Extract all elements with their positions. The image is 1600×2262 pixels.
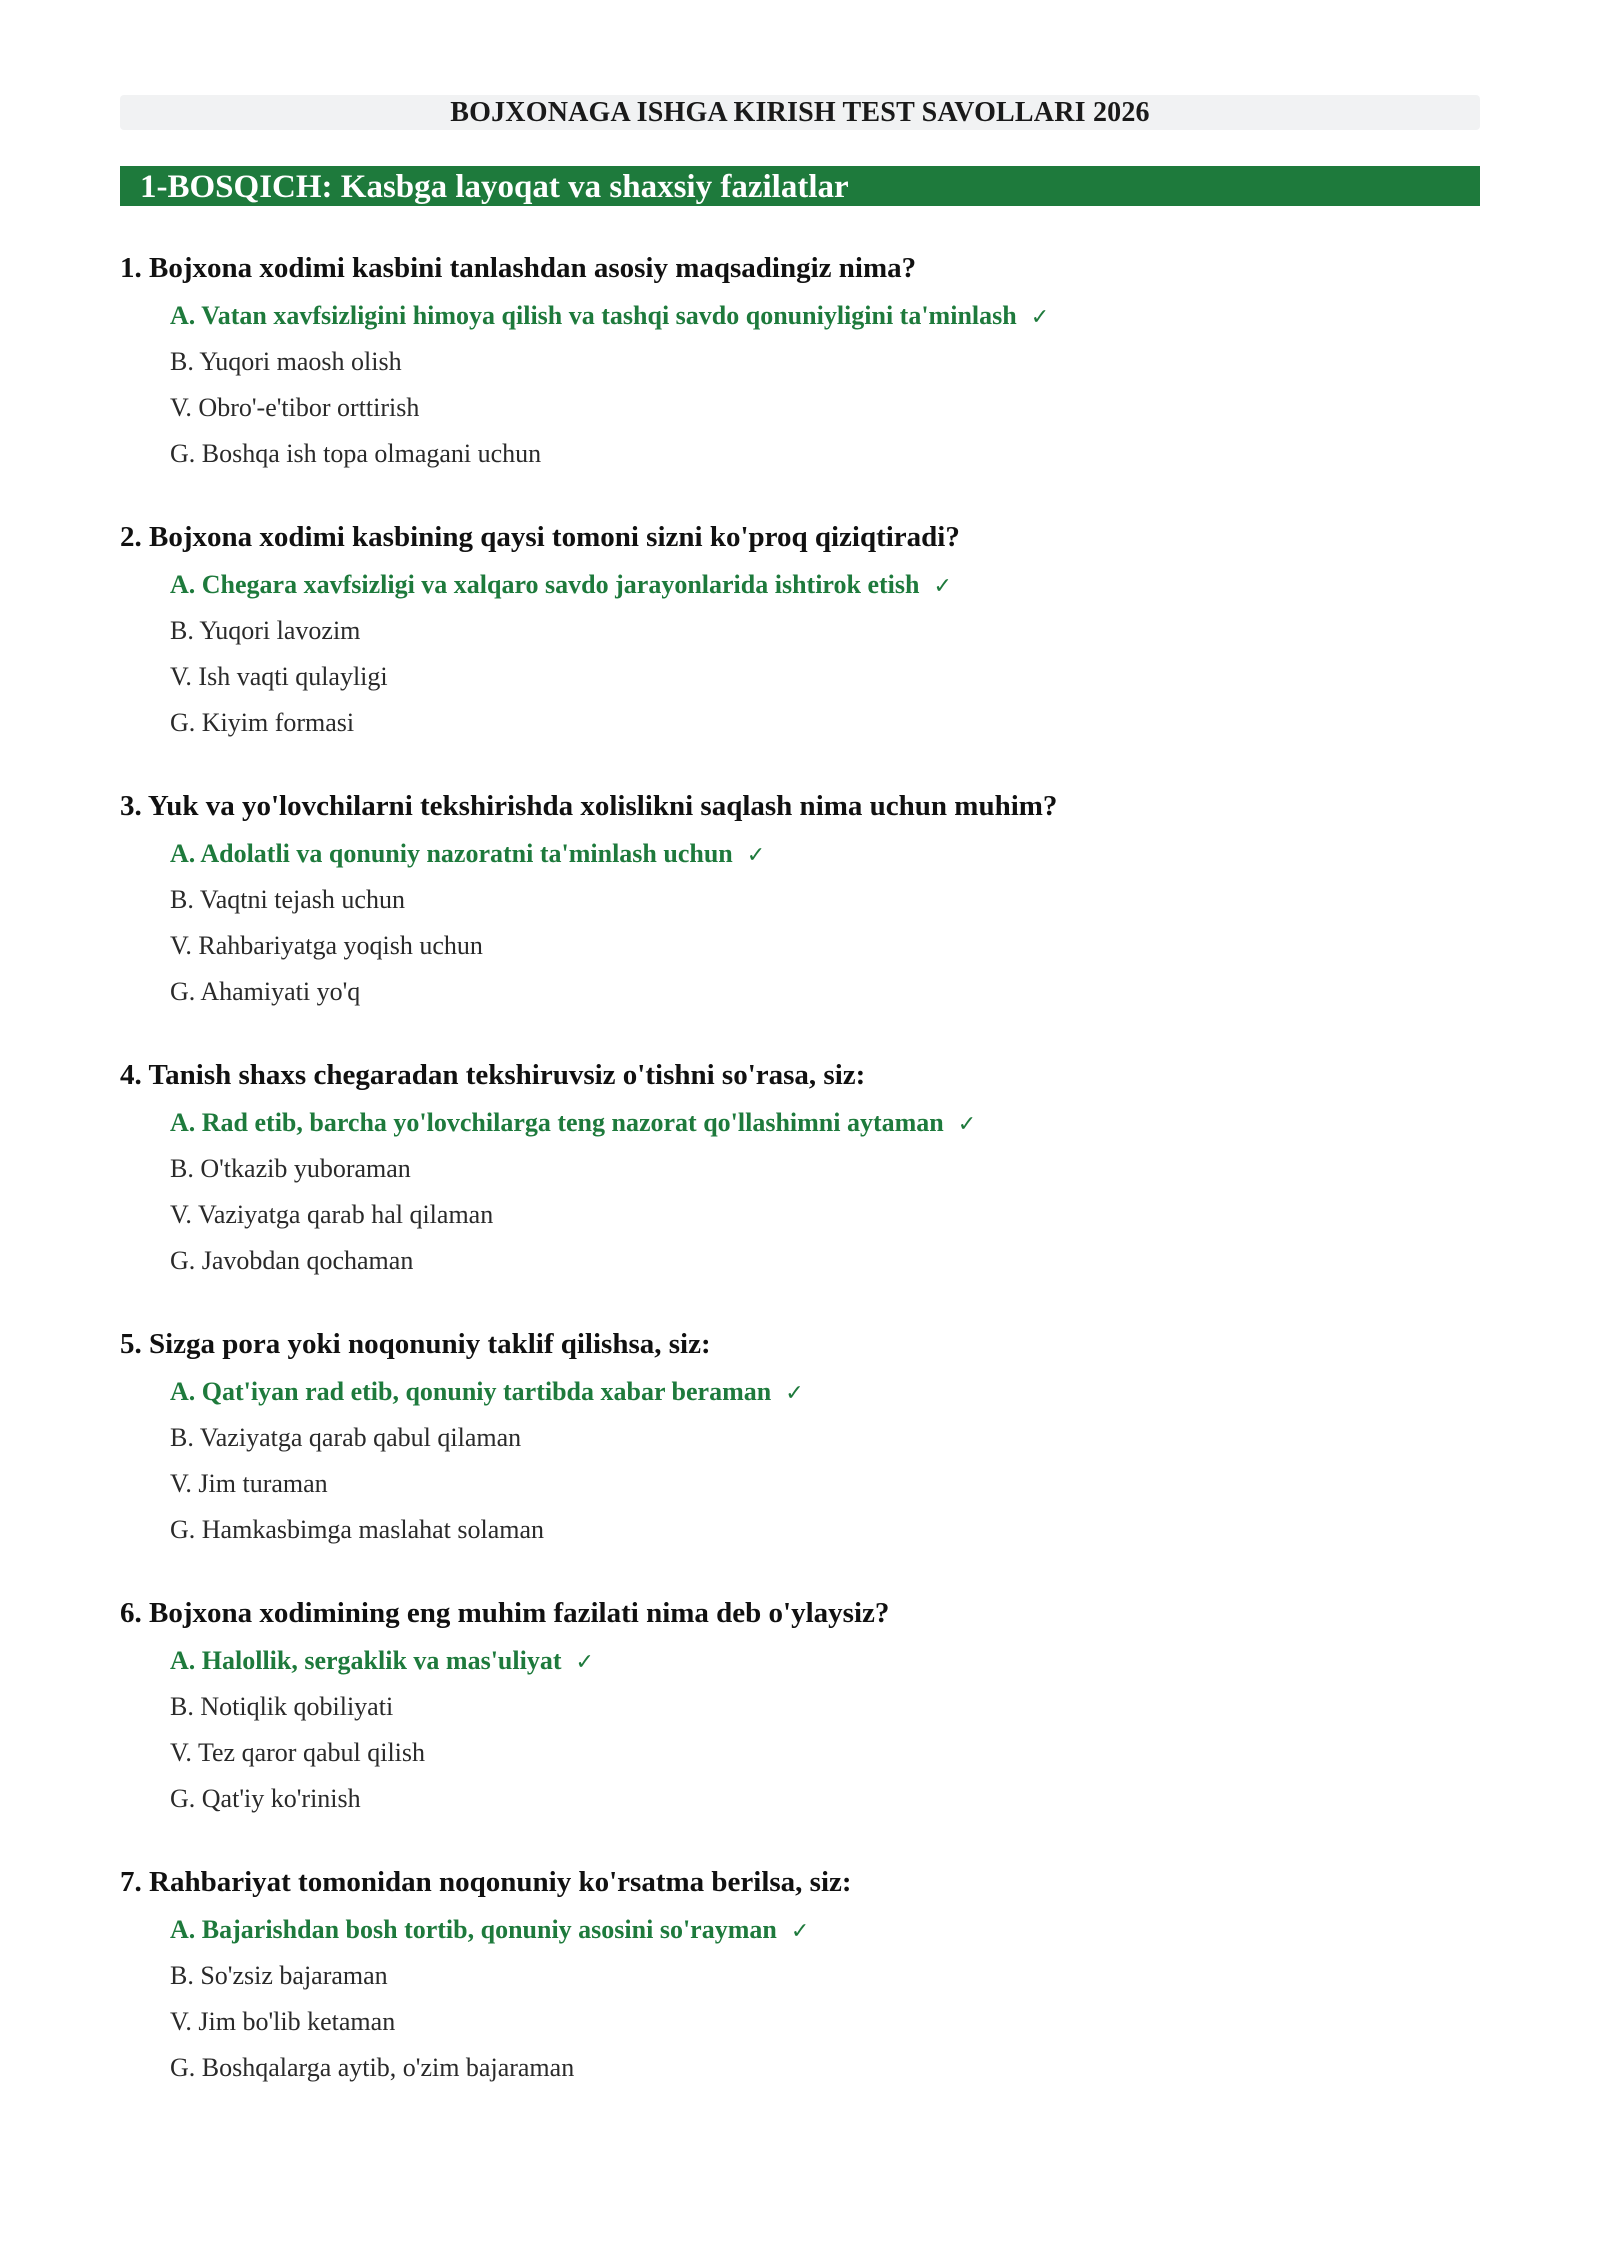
option-label: A. Chegara xavfsizligi va xalqaro savdo jarayonlarida ishtirok etish <box>170 570 920 599</box>
option-v: V. Tez qaror qabul qilish <box>170 1738 426 1767</box>
option-v: V. Rahbariyatga yoqish uchun <box>170 931 483 960</box>
option-b: B. Vaqtni tejash uchun <box>170 885 405 914</box>
question-1 <box>120 250 1480 519</box>
question-text: 2. Bojxona xodimi kasbining qaysi tomoni sizni ko'proq qiziqtiradi? <box>120 521 960 553</box>
option-v: V. Ish vaqti qulayligi <box>170 662 388 691</box>
section-heading: 1-BOSQICH: Kasbga layoqat va shaxsiy fazilatlar <box>120 166 1480 206</box>
check-icon: ✓ <box>790 1919 810 1944</box>
option-label: A. Halollik, sergaklik va mas'uliyat <box>170 1646 562 1675</box>
option-b: B. So'zsiz bajaraman <box>170 1961 388 1990</box>
option-g: G. Javobdan qochaman <box>170 1246 414 1275</box>
option-label: A. Vatan xavfsizligini himoya qilish va tashqi savdo qonuniyligini ta'minlash <box>170 301 1017 330</box>
check-icon: ✓ <box>785 1381 804 1406</box>
option-g: G. Hamkasbimga maslahat solaman <box>170 1515 545 1544</box>
question-text: 7. Rahbariyat tomonidan noqonuniy ko'rsatma berilsa, siz: <box>120 1866 852 1898</box>
option-a-correct <box>170 1107 1480 1153</box>
question-5 <box>120 1326 1480 1595</box>
option-label: A. Bajarishdan bosh tortib, qonuniy asosini so'rayman <box>170 1915 777 1944</box>
option-a-correct <box>170 1645 1480 1691</box>
option-b: B. Notiqlik qobiliyati <box>170 1692 394 1721</box>
option-b: B. Yuqori lavozim <box>170 616 361 645</box>
option-b: B. Vaziyatga qarab qabul qilaman <box>170 1423 522 1452</box>
option-label: A. Qat'iyan rad etib, qonuniy tartibda xabar beraman <box>170 1377 772 1406</box>
option-g: G. Boshqalarga aytib, o'zim bajaraman <box>170 2053 575 2082</box>
check-icon: ✓ <box>575 1650 594 1675</box>
question-text: 4. Tanish shaxs chegaradan tekshiruvsiz o'tishni so'rasa, siz: <box>120 1059 866 1091</box>
option-g: G. Ahamiyati yo'q <box>170 977 361 1006</box>
option-label: A. Rad etib, barcha yo'lovchilarga teng nazorat qo'llashimni aytaman <box>170 1108 944 1137</box>
option-a-correct <box>170 569 1480 615</box>
option-a-correct <box>170 1914 1480 1960</box>
option-v: V. Jim bo'lib ketaman <box>170 2007 396 2036</box>
option-a-correct <box>170 1376 1480 1422</box>
check-icon: ✓ <box>957 1112 977 1137</box>
option-g: G. Qat'iy ko'rinish <box>170 1784 361 1813</box>
question-4 <box>120 1057 1480 1326</box>
option-v: V. Vaziyatga qarab hal qilaman <box>170 1200 494 1229</box>
option-label: A. Adolatli va qonuniy nazoratni ta'minlash uchun <box>170 839 733 868</box>
option-v: V. Obro'-e'tibor orttirish <box>170 393 420 422</box>
check-icon: ✓ <box>1030 305 1050 330</box>
question-3 <box>120 788 1480 1057</box>
option-b: B. Yuqori maosh olish <box>170 347 402 376</box>
option-g: G. Kiyim formasi <box>170 708 355 737</box>
question-text: 3. Yuk va yo'lovchilarni tekshirishda xolislikni saqlash nima uchun muhim? <box>120 790 1058 822</box>
option-v: V. Jim turaman <box>170 1469 328 1498</box>
check-icon: ✓ <box>933 574 952 599</box>
option-b: B. O'tkazib yuboraman <box>170 1154 411 1183</box>
question-text: 6. Bojxona xodimining eng muhim fazilati nima deb o'ylaysiz? <box>120 1597 890 1629</box>
question-text: 1. Bojxona xodimi kasbini tanlashdan asosiy maqsadingiz nima? <box>120 252 917 284</box>
document-title: BOJXONAGA ISHGA KIRISH TEST SAVOLLARI 2026 <box>120 95 1480 130</box>
question-2 <box>120 519 1480 788</box>
check-icon: ✓ <box>746 843 766 868</box>
question-list <box>120 250 1480 2133</box>
option-g: G. Boshqa ish topa olmagani uchun <box>170 439 542 468</box>
question-6 <box>120 1595 1480 1864</box>
document-page <box>120 95 1480 2133</box>
option-a-correct <box>170 300 1480 346</box>
question-text: 5. Sizga pora yoki noqonuniy taklif qilishsa, siz: <box>120 1328 711 1360</box>
question-7 <box>120 1864 1480 2133</box>
option-a-correct <box>170 838 1480 884</box>
